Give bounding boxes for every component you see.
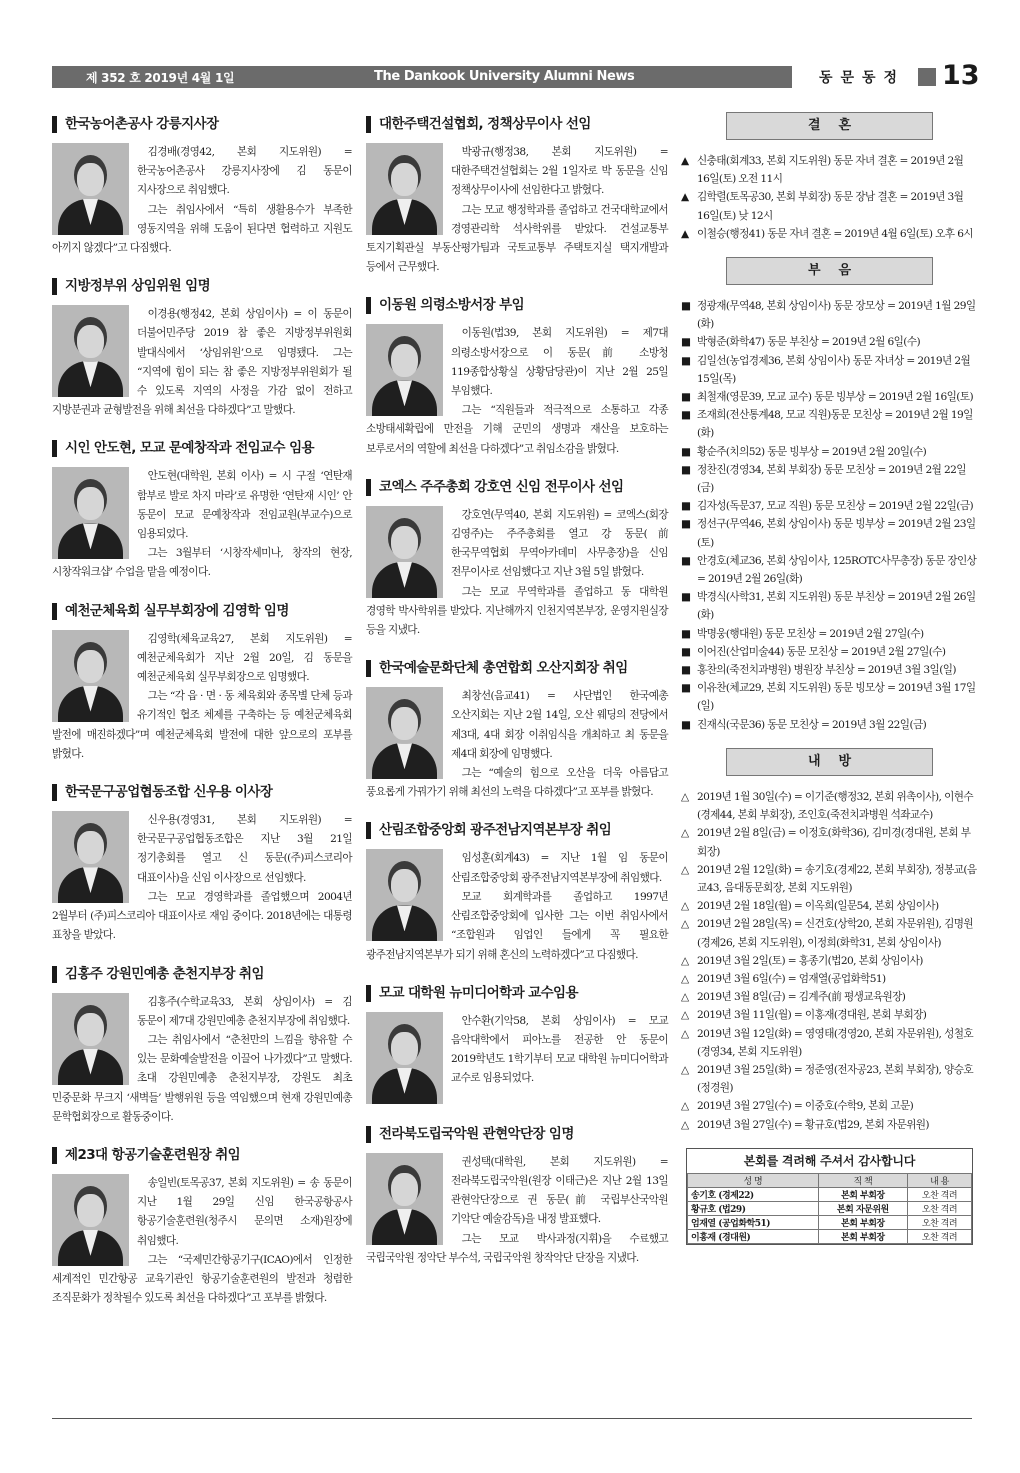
- bullet-icon: ■: [681, 445, 691, 458]
- article-body: [366, 143, 668, 277]
- list-item: [681, 443, 978, 461]
- portrait-face-icon: [391, 707, 418, 740]
- list-item: [681, 297, 978, 333]
- article-paragraph: 그는 3월부터 ‘시창작세미나, 창작의 현장, 시창작워크샵’ 수업을 맡을 예정이다.: [52, 547, 352, 579]
- bullet-icon: ■: [681, 463, 691, 476]
- bullet-icon: △: [681, 991, 689, 1004]
- article-paragraph: 김경배(경영42, 본회 지도위원) = 한국농어촌공사 강릉지사장에 김 동문이 지사장으로 취임했다.: [137, 146, 352, 197]
- list-item-text: 이유찬(체교29, 본회 지도위원) 동문 빙모상 = 2019년 3월 17일(일): [697, 682, 976, 713]
- list-item: [681, 952, 978, 970]
- bullet-icon: ■: [681, 354, 691, 367]
- article-headline: 코엑스 주주총회 강호연 신임 전무이사 선임: [366, 479, 668, 496]
- table-row: [688, 1215, 972, 1229]
- article-headline: 시인 안도현, 모교 문예창작과 전임교수 임용: [52, 440, 352, 457]
- list-item: [681, 333, 978, 351]
- article-body: [52, 143, 352, 258]
- article: [52, 784, 352, 945]
- list-item-text: 2019년 2월 12일(화) = 송기호(경제22, 본회 부회장), 정봉교(음교43, 음대동문회장, 본회 지도위원): [697, 863, 977, 894]
- bullet-icon: ■: [681, 627, 691, 640]
- thanks-name-cell: 엄재열 (공업화학51): [688, 1215, 819, 1229]
- article: [366, 660, 668, 802]
- bullet-icon: △: [681, 827, 689, 840]
- article-paragraph: 임성훈(회계43) = 지난 1월 임 동문이 산림조합중앙회 광주전남지역본부장에 취임했다.: [451, 852, 668, 884]
- list-item-text: 2019년 2월 18일(월) = 이옥희(일문54, 본회 상임이사): [697, 900, 939, 913]
- article-headline: 예천군체육회 실무부회장에 김영학 임명: [52, 603, 352, 620]
- article: [366, 479, 668, 640]
- article-paragraph: 권성택(대학원, 본회 지도위원) = 전라북도립국악원(원장 이태근)은 지난 2월 13일 관현악단장으로 권 동문(前 국립부산국악원 기악단 예술감독)을 내정 발표했다.: [451, 1155, 668, 1226]
- portrait-face-icon: [77, 1194, 104, 1227]
- obituary-list: [681, 297, 978, 734]
- article-paragraph: 그는 모교 경영학과를 졸업했으며 2004년 2월부터 (주)피스코리아 대표이사로 재임 중이다. 2018년에는 대통령 표창을 받았다.: [52, 890, 352, 942]
- article-paragraph: 그는 모교 박사과정(지휘)을 수료했고 국립국악원 정악단 부수석, 국립국악원 창작악단 단장을 지냈다.: [366, 1232, 668, 1264]
- list-item-text: 정광재(무역48, 본회 상임이사) 동문 장모상 = 2019년 1월 29일(화): [697, 300, 976, 331]
- list-item: [681, 406, 978, 442]
- list-item: [681, 552, 978, 588]
- portrait-face-icon: [391, 1032, 418, 1065]
- masthead-bar: [52, 66, 792, 88]
- article-body: [52, 811, 352, 945]
- article: [52, 603, 352, 764]
- list-item-text: 2019년 3월 27일(수) = 황규호(법29, 본회 자문위원): [697, 1118, 929, 1131]
- list-item: [681, 1116, 978, 1134]
- article-headline: 이동원 의령소방서장 부임: [366, 297, 668, 314]
- portrait-photo: [366, 506, 443, 598]
- thanks-name-cell: 이홍재 (경대원): [688, 1229, 819, 1243]
- article: [52, 1147, 352, 1308]
- column-middle: [366, 116, 668, 1288]
- thanks-box: [686, 1148, 973, 1245]
- bullet-icon: ■: [681, 645, 691, 658]
- article-body: [366, 687, 668, 802]
- article-headline: 산림조합중앙회 광주전남지역본부장 취임: [366, 822, 668, 839]
- article-body: [52, 467, 352, 582]
- portrait-photo: [366, 849, 443, 941]
- bullet-icon: ■: [681, 500, 691, 513]
- article-body: [52, 630, 352, 764]
- wedding-list: [681, 152, 978, 243]
- bullet-icon: ■: [681, 682, 691, 695]
- list-item-text: 정선구(무역46, 본회 상임이사) 동문 빙부상 = 2019년 2월 23일(토): [697, 518, 976, 549]
- bullet-icon: △: [681, 900, 689, 913]
- list-item: [681, 970, 978, 988]
- list-item: [681, 1025, 978, 1061]
- thanks-title: 본회를 격려해 주셔서 감사합니다: [743, 1153, 916, 1168]
- article-body: [52, 305, 352, 420]
- article-headline: 제23대 항공기술훈련원장 취임: [52, 1147, 352, 1164]
- thanks-content-cell: 오찬 격려: [907, 1215, 971, 1229]
- portrait-photo: [52, 630, 129, 722]
- bullet-icon: △: [681, 1027, 689, 1040]
- article-body: [52, 1174, 352, 1308]
- portrait-photo: [52, 1174, 129, 1266]
- list-item: [681, 388, 978, 406]
- list-item: [681, 897, 978, 915]
- thanks-position-cell: 본회 부회장: [818, 1187, 907, 1201]
- bullet-icon: △: [681, 918, 689, 931]
- list-item-text: 2019년 3월 25일(화) = 정준영(전자공23, 본회 부회장), 양승호(정경원): [697, 1063, 973, 1095]
- portrait-photo: [366, 687, 443, 779]
- list-item-text: 2019년 3월 27일(수) = 이중호(수학9, 본회 고문): [697, 1100, 914, 1113]
- list-item: [681, 1097, 978, 1115]
- portrait-photo: [52, 305, 129, 397]
- portrait-face-icon: [391, 344, 418, 377]
- list-item: [681, 716, 978, 734]
- portrait-photo: [52, 993, 129, 1085]
- list-item-text: 정찬진(경영34, 본회 부회장) 동문 모친상 = 2019년 2월 22일(금): [697, 463, 966, 495]
- list-item: [681, 1061, 978, 1097]
- bullet-icon: ■: [681, 336, 691, 349]
- list-item-text: 이철승(행정41) 동문 자녀 결혼 = 2019년 4월 6일(토) 오후 6시: [697, 227, 973, 240]
- list-item: [681, 588, 978, 624]
- article-paragraph: 모교 회계학과를 졸업하고 1997년 산림조합중앙회에 입사한 그는 이번 취임사에서 “조합원과 임업인 들에게 꼭 필요한 광주전남지역본부가 되기 위해 혼신의 노력하겠다”고 다짐했다.: [366, 890, 668, 961]
- article-headline: 한국예술문화단체 총연합회 오산지회장 취임: [366, 660, 668, 677]
- portrait-photo: [52, 467, 129, 559]
- article-paragraph: 안수환(기악58, 본회 상임이사) = 모교 음악대학에서 피아노를 전공한 안 동문이 2019학년도 1학기부터 모교 대학원 뉴미디어학과 교수로 임용되었다.: [451, 1014, 668, 1085]
- article-paragraph: 그는 “국제민간항공기구(ICAO)에서 인정한 세계적인 민간항공 교육기관인 항공기술훈련원의 발전과 청렴한 조직문화가 정착될수 있도록 최선을 다하겠다”고 포부를 밝혔다.: [52, 1253, 352, 1305]
- list-item: [681, 352, 978, 388]
- portrait-face-icon: [77, 163, 104, 196]
- list-item: [681, 152, 978, 188]
- article-paragraph: 이경용(행정42, 본회 상임이사) = 이 동문이 더불어민주당 2019 참 좋은 지방정부위원회 발대식에서 ‘상임위원’으로 임명됐다. 그는 “지역에 힘이 되는 참 좋은 지방정부위원회가 될 수 있도록 지역의 사정을 가감 없이 전하고 지방분권과 균형발전을 위해 최선을 다하겠다”고 말했다.: [52, 308, 352, 417]
- thanks-position-cell: 본회 부회장: [818, 1215, 907, 1229]
- portrait-photo: [52, 143, 129, 235]
- article-headline: 지방정부위 상임위원 임명: [52, 278, 352, 295]
- obituary-header: 부음: [726, 257, 933, 285]
- portrait-photo: [52, 811, 129, 903]
- section-block-icon: [918, 68, 936, 86]
- list-item-text: 신충태(회계33, 본회 지도위원) 동문 자녀 결혼 = 2019년 2월 16일(토) 오전 11시: [697, 155, 964, 186]
- article-paragraph: 그는 취임사에서 “특히 생활용수가 부족한 영동지역을 위해 도움이 된다면 협력하고 지원도 아끼지 않겠다”고 다짐했다.: [52, 203, 352, 255]
- list-item-text: 김일선(농업경제36, 본회 상임이사) 동문 자녀상 = 2019년 2월 15일(목): [697, 354, 971, 385]
- paper-title: The Dankook University Alumni News: [374, 69, 635, 84]
- list-item-text: 홍찬의(죽전치과병원) 병원장 부친상 = 2019년 3월 3일(일): [697, 664, 956, 677]
- article-paragraph: 그는 “각 읍 · 면 · 동 체육회와 종목별 단체 등과 유기적인 협조 체제를 구축하는 등 예천군체육회 발전에 매진하겠다”며 예천군체육회 발전에 대한 앞으로의 포부를 밝혔다.: [52, 690, 352, 760]
- article-paragraph: 그는 “직원들과 적극적으로 소통하고 각종 소방태세확립에 만전을 기해 군민의 생명과 재산을 보호하는 보루로서의 역할에 최선을 다하겠다”고 취임소감을 밝혔다.: [366, 404, 668, 455]
- article-paragraph: 송일빈(토목공37, 본회 지도위원) = 송 동문이 지난 1월 29일 신임 한국공항공사 항공기술훈련원(청주시 문의면 소재)원장에 취임했다.: [137, 1176, 352, 1247]
- list-item: [681, 461, 978, 497]
- portrait-face-icon: [77, 325, 104, 358]
- list-item: [681, 1006, 978, 1024]
- list-item-text: 박형준(화학47) 동문 부친상 = 2019년 2월 6일(수): [697, 336, 921, 349]
- article-headline: 전라북도립국악원 관현악단장 임명: [366, 1126, 668, 1143]
- portrait-face-icon: [77, 1013, 104, 1046]
- list-item-text: 이어진(산업미술44) 동문 모친상 = 2019년 2월 27일(수): [697, 645, 946, 658]
- visits-list: [681, 788, 978, 1134]
- portrait-photo: [366, 324, 443, 416]
- list-item-text: 2019년 3월 2일(토) = 홍종기(법20, 본회 상임이사): [697, 954, 923, 967]
- article-paragraph: 이동원(법39, 본회 지도위원) = 제7대 의령소방서장으로 이 동문(前 소방청 119종합상황실 상황담당관)이 지난 2월 25일 부임했다.: [451, 327, 668, 398]
- list-item: [681, 188, 978, 224]
- portrait-face-icon: [77, 831, 104, 864]
- thanks-content-cell: 오찬 격려: [907, 1229, 971, 1243]
- article-body: [366, 324, 668, 458]
- article-body: [366, 1153, 668, 1268]
- list-item: [681, 225, 978, 243]
- bullet-icon: ■: [681, 718, 691, 731]
- article: [366, 1126, 668, 1268]
- portrait-face-icon: [77, 487, 104, 520]
- list-item: [681, 497, 978, 515]
- article-paragraph: 신우용(경영31, 본회 지도위원) = 한국문구공업협동조합은 지난 3월 21일 정기총회를 열고 신 동문((주)피스코리아 대표이사)을 신임 이사장으로 선임했다.: [137, 814, 352, 884]
- list-item: [681, 643, 978, 661]
- bottom-rule: [52, 1418, 972, 1419]
- portrait-face-icon: [391, 1173, 418, 1206]
- list-item-text: 김자성(독문37, 모교 직원) 동문 모친상 = 2019년 2월 22일(금): [697, 500, 973, 513]
- list-item-text: 2019년 3월 12일(화) = 영영태(경영20, 본회 자문위원), 성철호(경영34, 본회 지도위원): [697, 1027, 973, 1058]
- thanks-name-cell: 송기호 (경제22): [688, 1187, 819, 1201]
- bullet-icon: △: [681, 972, 689, 985]
- wedding-header: 결혼: [726, 112, 933, 140]
- thanks-content-cell: 오찬 격려: [907, 1187, 971, 1201]
- thanks-col-title: 직 책: [818, 1173, 907, 1187]
- list-item-text: 조재희(전산통계48, 모교 직원)동문 모친상 = 2019년 2월 19일(화): [697, 409, 973, 440]
- bullet-icon: ■: [681, 664, 691, 677]
- list-item: [681, 661, 978, 679]
- bullet-icon: ■: [681, 518, 691, 531]
- article-paragraph: 박광규(행정38, 본회 지도위원) = 대한주택건설협회는 2월 1일자로 박 동문을 신임 정책상무이사에 선임한다고 밝혔다.: [451, 146, 668, 197]
- article-headline: 한국문구공업협동조합 신우용 이사장: [52, 784, 352, 801]
- article-body: [366, 1012, 668, 1089]
- list-item-text: 2019년 3월 11일(월) = 이홍재(경대원, 본회 부회장): [697, 1009, 927, 1022]
- article-body: [366, 506, 668, 640]
- list-item: [681, 861, 978, 897]
- bullet-icon: ■: [681, 391, 691, 404]
- bullet-icon: ■: [681, 554, 691, 567]
- article-headline: 김홍주 강원민예총 춘천지부장 취임: [52, 966, 352, 983]
- portrait-photo: [366, 143, 443, 235]
- bullet-icon: ■: [681, 591, 691, 604]
- bullet-icon: △: [681, 954, 689, 967]
- article-headline: 한국농어촌공사 강릉지사장: [52, 116, 352, 133]
- thanks-header-row: [688, 1173, 972, 1187]
- thanks-position-cell: 본회 자문위원: [818, 1201, 907, 1215]
- list-item-text: 2019년 2월 8일(금) = 이정호(화학36), 김미경(경대원, 본회 부회장): [697, 827, 971, 858]
- portrait-face-icon: [391, 526, 418, 559]
- bullet-icon: △: [681, 1100, 689, 1113]
- column-left: [52, 116, 352, 1328]
- thanks-table: [687, 1173, 972, 1244]
- article: [52, 278, 352, 420]
- list-item-text: 2019년 3월 8일(금) = 김계주(前 평생교육원장): [697, 991, 906, 1004]
- bullet-icon: ▲: [681, 227, 689, 240]
- page-number: 13: [942, 60, 980, 91]
- table-row: [688, 1187, 972, 1201]
- article-headline: 모교 대학원 뉴미디어학과 교수임용: [366, 985, 668, 1002]
- list-item-text: 김학렬(토목공30, 본회 부회장) 동문 장남 결혼 = 2019년 3월 16일(토) 낮 12시: [697, 191, 964, 222]
- table-row: [688, 1201, 972, 1215]
- list-item: [681, 788, 978, 824]
- section-name: 동문동정: [818, 70, 906, 86]
- portrait-photo: [366, 1012, 443, 1104]
- list-item: [681, 824, 978, 860]
- bullet-icon: △: [681, 790, 689, 803]
- list-item-text: 안경호(체교36, 본회 상임이사, 125ROTC사무총장) 동문 장인상 = 2019년 2월 26일(화): [697, 554, 977, 586]
- article-paragraph: 그는 모교 무역학과를 졸업하고 동 대학원 경영학 박사학위를 받았다. 지난해까지 인천지역본부장, 운영지원실장 등을 지냈다.: [366, 585, 668, 637]
- list-item-text: 2019년 3월 6일(수) = 엄재열(공업화학51): [697, 972, 886, 985]
- thanks-name-cell: 황규호 (법29): [688, 1201, 819, 1215]
- bullet-icon: ■: [681, 300, 691, 313]
- list-item-text: 박명웅(행대원) 동문 모친상 = 2019년 2월 27일(수): [697, 627, 924, 640]
- visits-header: 내방: [726, 748, 933, 776]
- article-paragraph: 김영학(체육교육27, 본회 지도위원) = 예천군체육회가 지난 2월 20일, 김 동문을 예천군체육회 실무부회장으로 임명했다.: [137, 632, 352, 684]
- table-row: [688, 1229, 972, 1243]
- list-item: [681, 988, 978, 1006]
- article-paragraph: 강호연(무역40, 본회 지도위원) = 코엑스(회장 김영주)는 주주총회를 열고 강 동문(前 한국무역협회 무역아카데미 사무총장)을 신임 전무이사로 선임했다고 지난 3월 5일 밝혔다.: [451, 508, 668, 579]
- portrait-photo: [366, 1153, 443, 1245]
- article-paragraph: 그는 모교 행정학과를 졸업하고 건국대학교에서 경영관리학 석사학위를 받았다. 건설교통부 토지기획관실 부동산평가팀과 국토교통부 주택토지실 택지개발과 등에서 근무했다.: [366, 203, 668, 274]
- portrait-face-icon: [391, 869, 418, 902]
- article-paragraph: 김홍주(수학교육33, 본회 상임이사) = 김 동문이 제7대 강원민예총 춘천지부장에 취임했다.: [137, 995, 352, 1027]
- list-item-text: 2019년 1월 30일(수) = 이기준(행정32, 본회 위촉이사), 이현수(경제44, 본회 부회장), 조인호(죽전치과병원 석좌교수): [697, 790, 973, 822]
- bullet-icon: △: [681, 1063, 689, 1076]
- list-item: [681, 625, 978, 643]
- article: [52, 440, 352, 582]
- article: [52, 116, 352, 258]
- list-item: [681, 515, 978, 551]
- list-item-text: 황순주(치의52) 동문 빙부상 = 2019년 2월 20일(수): [697, 445, 927, 458]
- bullet-icon: ▲: [681, 155, 689, 167]
- article-paragraph: 최창선(음교41) = 사단법인 한국예총 오산지회는 지난 2월 14일, 오산 웨딩의 전당에서 제3대, 4대 회장 이취임식을 개최하고 최 동문을 제4대 회장에 임명했다.: [451, 690, 668, 760]
- bullet-icon: △: [681, 1009, 689, 1022]
- article-paragraph: 그는 “예술의 힘으로 오산을 더욱 아름답고 풍요롭게 가꿔가기 위해 최선의 노력을 다하겠다”고 포부를 밝혔다.: [366, 767, 668, 799]
- article: [366, 116, 668, 277]
- column-right: [681, 112, 978, 1245]
- thanks-col-content: 내 용: [907, 1173, 971, 1187]
- bullet-icon: △: [681, 1118, 689, 1131]
- article-paragraph: 안도현(대학원, 본회 이사) = 시 구절 ‘연탄재 함부로 발로 차지 마라’로 유명한 ‘연탄재 시인’ 안 동문이 모교 문예창작과 전임교원(부교수)으로 임용되었다.: [137, 470, 352, 541]
- list-item: [681, 679, 978, 715]
- bullet-icon: ▲: [681, 191, 689, 204]
- portrait-face-icon: [77, 650, 104, 683]
- thanks-content-cell: 오찬 격려: [907, 1201, 971, 1215]
- thanks-col-name: 성 명: [688, 1173, 819, 1187]
- list-item-text: 최철재(영문39, 모교 교수) 동문 빙부상 = 2019년 2월 16일(토): [697, 391, 973, 404]
- issue-date: 제 352 호 2019년 4월 1일: [86, 71, 235, 85]
- article-paragraph: 그는 취임사에서 “춘천만의 느낌을 향유할 수 있는 문화예술발전을 이끌어 나가겠다”고 말했다. 초대 강원민예총 춘천지부장, 강원도 최초 민중문화 무크지 ‘새벽들’ 발행위원 등을 역임했으며 현재 강원민예총 문학협회장으로 활동중이다.: [52, 1033, 352, 1123]
- article-body: [52, 993, 352, 1127]
- portrait-face-icon: [391, 163, 418, 196]
- list-item-text: 2019년 2월 28일(목) = 신건호(상학20, 본회 자문위원), 김명원(경제26, 본회 지도위원), 이정희(화학31, 본회 상임이사): [697, 918, 973, 949]
- article: [366, 822, 668, 964]
- list-item: [681, 915, 978, 951]
- list-item-text: 박경식(사학31, 본회 지도위원) 동문 부친상 = 2019년 2월 26일(화): [697, 591, 976, 622]
- article: [366, 985, 668, 1106]
- list-item-text: 진재식(국문36) 동문 모친상 = 2019년 3월 22일(금): [697, 718, 927, 731]
- article: [366, 297, 668, 458]
- article: [52, 966, 352, 1127]
- bullet-icon: ■: [681, 409, 691, 422]
- article-body: [366, 849, 668, 964]
- article-headline: 대한주택건설협회, 정책상무이사 선임: [366, 116, 668, 133]
- bullet-icon: △: [681, 863, 689, 876]
- thanks-position-cell: 본회 부회장: [818, 1229, 907, 1243]
